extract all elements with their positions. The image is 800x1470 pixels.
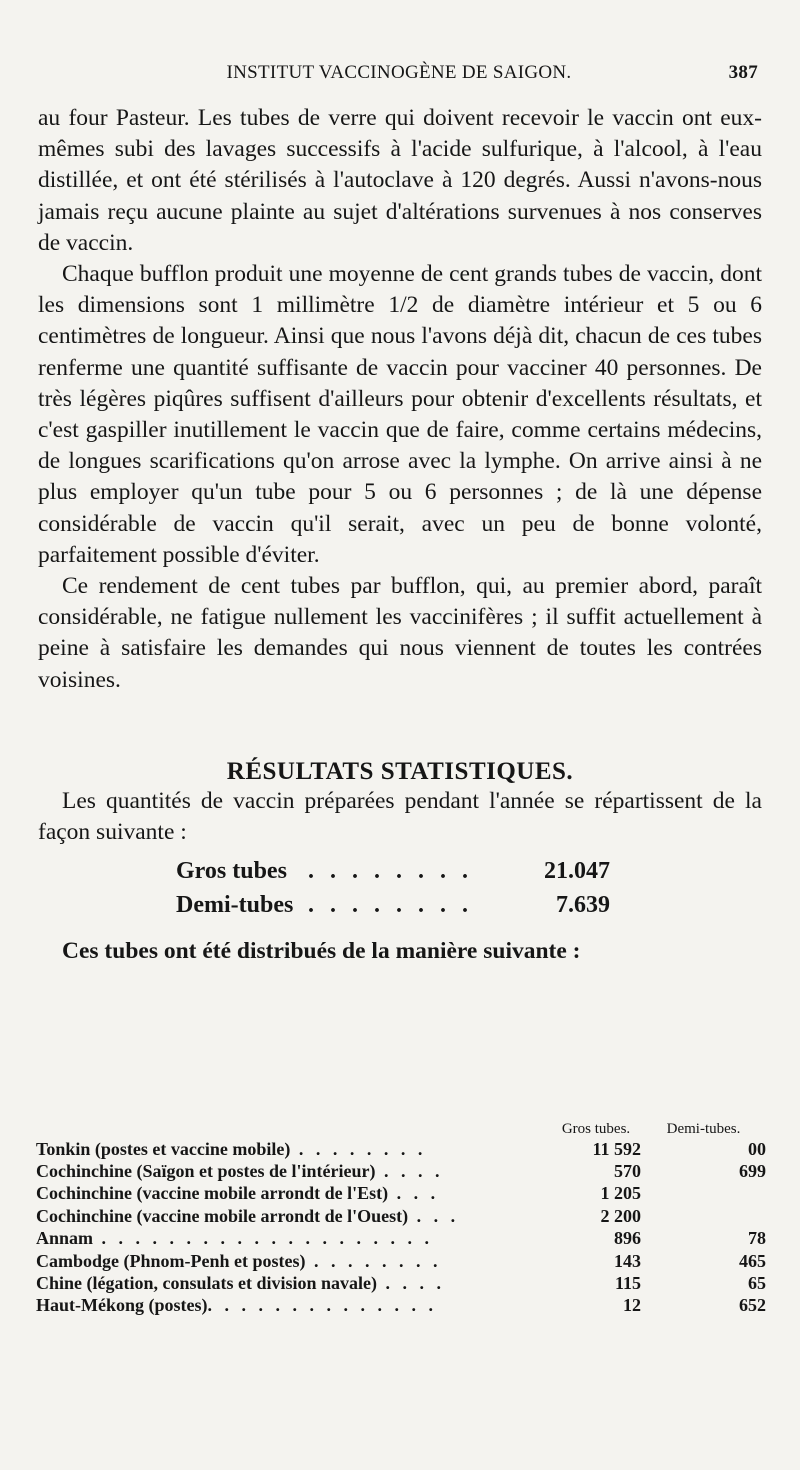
table-row [36,1272,766,1294]
quantity-value: 21.047 [544,857,610,884]
table-row [36,1183,766,1205]
row-gros: 1 205 [600,1183,641,1204]
quantity-row [38,854,762,888]
table-header-demi: Demi-tubes. [666,1121,741,1137]
row-gros: 2 200 [600,1205,641,1226]
paragraph-2: Chaque bufflon produit une moyenne de cent grands tubes de vaccin, dont les dimensions sont 1 millimètre 1/2 de diamètre intérieur et 5 ou 6 centimètres de longueur. Ainsi que nous l'avons déjà dit, chacun de ces tubes renferme une quantité suffisante de vaccin pour vacciner 40 personnes. De très légères piqûres suffisent d'ailleurs pour obtenir d'excellents résultats, et c'est gaspiller inutillement le vaccin que de faire, comme certains médecins, de longues scarifications qu'on arrose avec la lymphe. On arrive ainsi à ne plus employer qu'un tube pour 5 ou 6 personnes ; de là une dépense considérable de vaccin qu'il serait, avec un peu de bonne volonté, parfaitement possible d'éviter. [38,261,762,568]
paragraph-1: au four Pasteur. Les tubes de verre qui doivent recevoir le vaccin ont eux-mêmes subi des lavages successifs à l'acide sulfurique, à l'alcool, à l'eau distillée, et ont été stérilisés à l'autoclave à 120 degrés. Aussi n'avons-nous jamais reçu aucune plainte au sujet d'altérations survenues à nos conserves de vaccin. [38,105,762,256]
row-demi [641,1183,766,1205]
table-row [36,1160,766,1182]
paragraph-3: Ce rendement de cent tubes par bufflon, qui, au premier abord, paraît considérable, ne fatigue nullement les vaccinifères ; il suffit actuellement à peine à satisfaire les demandes qui nous viennent de toutes les contrées voisines. [38,573,762,693]
row-gros: 896 [614,1228,641,1249]
section-heading: RÉSULTATS STATISTIQUES. [226,757,574,785]
row-name-text: Cochinchine (vaccine mobile arrondt de l'Ouest) [36,1205,409,1226]
leader-dots: . . . . [375,1161,444,1182]
running-header [38,60,760,92]
leader-dots: . . . . . . . . [308,857,473,884]
row-name-text: Cochinchine (vaccine mobile arrondt de l'Est) [36,1183,389,1204]
row-name-text: Tonkin (postes et vaccine mobile) [36,1138,291,1159]
leader-dots: . . . . . . . . [305,1250,442,1271]
table-header-gros: Gros tubes. [561,1121,631,1137]
row-name-text: Cambodge (Phnom-Penh et postes) [36,1250,306,1271]
quantity-value: 7.639 [556,891,610,918]
quantities-intro: Les quantités de vaccin préparées pendant l'année se répartissent de la façon suivante : [38,787,762,846]
table-header-row [36,1112,766,1138]
row-name-text: Annam [36,1228,94,1249]
row-name [36,1228,551,1250]
row-demi [641,1205,766,1227]
row-gros: 570 [614,1161,641,1182]
quantity-row [38,888,762,922]
row-name-text: Chine (légation, consulats et division navale) [36,1273,378,1294]
leader-dots: . . . . . . . . [308,891,473,918]
quantity-label: Gros tubes [176,857,287,884]
row-demi: 652 [739,1295,766,1316]
leader-dots: . . . . [377,1273,446,1294]
row-name [36,1160,551,1182]
body-text [38,103,762,967]
row-gros: 11 592 [592,1138,641,1159]
row-name [36,1295,551,1317]
table-row [36,1205,766,1227]
running-title: INSTITUT VACCINOGÈNE DE SAIGON. [226,62,572,83]
distribution-intro: Ces tubes ont été distribués de la manière suivante : [62,938,581,965]
row-gros: 143 [614,1250,641,1271]
leader-dots: . . . [408,1205,460,1226]
row-demi: 699 [739,1161,766,1182]
distribution-table [36,1112,766,1317]
row-name-text: Haut-Mékong (postes) [36,1295,208,1316]
row-name [36,1138,551,1160]
leader-dots: . . . [388,1183,440,1204]
row-name [36,1183,551,1205]
leader-dots: . . . . . . . . . . . . . . . . . . . . [93,1228,434,1249]
leader-dots: . . . . . . . . . . . . . . [207,1295,437,1316]
quantity-label: Demi-tubes [176,891,294,918]
table-row [36,1295,766,1317]
row-demi: 00 [748,1138,766,1159]
row-demi: 65 [748,1273,766,1294]
row-demi: 465 [739,1250,766,1271]
table-row [36,1228,766,1250]
row-name [36,1250,551,1272]
row-gros: 12 [623,1295,641,1316]
page-number: 387 [728,62,758,83]
quantities-list [38,854,762,922]
row-name [36,1205,551,1227]
leader-dots: . . . . . . . . [290,1138,427,1159]
row-gros: 115 [614,1273,641,1294]
row-demi: 78 [748,1228,766,1249]
table-row [36,1138,766,1160]
row-name-text: Cochinchine (Saïgon et postes de l'intérieur) [36,1161,376,1182]
table-row [36,1250,766,1272]
table-header-name [36,1112,551,1138]
row-name [36,1272,551,1294]
